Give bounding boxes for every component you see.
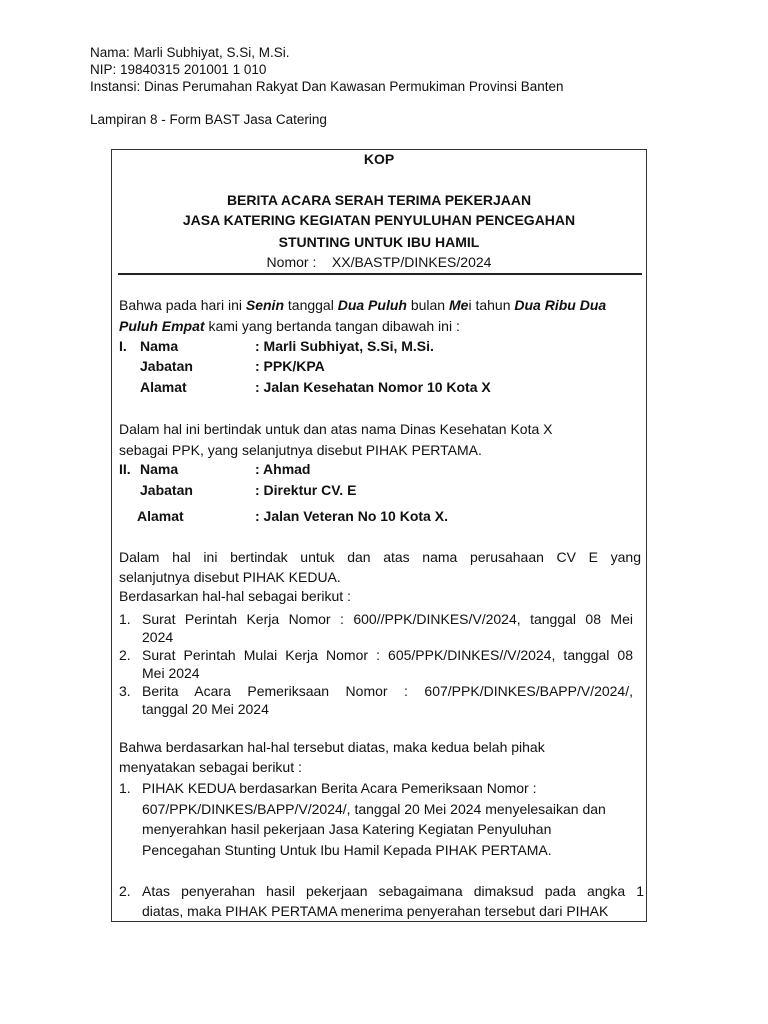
clause1-line2: 607/PPK/DINKES/BAPP/V/2024/, tanggal 20 Mei 2024 menyelesaikan dan [142,801,606,817]
party1-name-value: : Marli Subhiyat, S.Si, M.Si. [255,338,434,354]
intro-text: tanggal [284,297,338,313]
party1-address-value: : Jalan Kesehatan Nomor 10 Kota X [255,379,491,395]
party1-number: I. [119,338,127,354]
basis-item-line1: Surat Perintah Kerja Nomor : 600//PPK/DINKES/V/2024, tanggal 08 Mei [142,611,633,627]
party1-desc-line2: sebagai PPK, yang selanjutnya disebut PIHAK PERTAMA. [119,442,482,458]
intro-text: Bahwa pada hari ini [119,297,246,313]
party1-position-label: Jabatan [140,358,193,374]
intro-day: Senin [245,297,284,313]
basis-item-line2: 2024 [142,629,174,645]
party2-address-label: Alamat [137,508,184,524]
doc-number [112,254,646,270]
basis-item-line2: Mei 2024 [142,665,200,681]
intro-year: Dua Ribu Dua [514,297,607,313]
basis-intro: Berdasarkan hal-hal sebagai berikut : [119,588,351,604]
intro-month: Me [449,297,469,313]
party2-address-value: : Jalan Veteran No 10 Kota X. [255,508,448,524]
author-instansi: Instansi: Dinas Perumahan Rakyat Dan Kawasan Permukiman Provinsi Banten [90,79,564,94]
clause1-line1: PIHAK KEDUA berdasarkan Berita Acara Pemeriksaan Nomor : [142,780,537,796]
basis-item-line1: Surat Perintah Mulai Kerja Nomor : 605/PPK/DINKES//V/2024, tanggal 08 [142,647,633,663]
basis-item-line2: tanggal 20 Mei 2024 [142,701,269,717]
basis-item-line1: Berita Acara Pemeriksaan Nomor : 607/PPK/DINKES/BAPP/V/2024/, [142,683,633,699]
agreement-intro-line1: Bahwa berdasarkan hal-hal tersebut diatas, maka kedua belah pihak [119,739,545,755]
party2-position-value: : Direktur CV. E [255,482,357,498]
intro-date: Dua Puluh [337,297,407,313]
doc-title-line1: BERITA ACARA SERAH TERIMA PEKERJAAN [226,192,532,208]
party2-desc-line2: selanjutnya disebut PIHAK KEDUA. [119,569,341,585]
intro-text: bulan [406,297,449,313]
basis-item-number: 1. [119,611,131,627]
doc-title-line3: STUNTING UNTUK IBU HAMIL [278,234,480,250]
doc-title-line2: JASA KATERING KEGIATAN PENYULUHAN PENCEGAHAN [182,212,576,228]
clause-number: 2. [119,883,131,899]
attachment-title: Lampiran 8 - Form BAST Jasa Catering [90,112,327,127]
party2-number: II. [119,461,131,477]
doc-number-value: XX/BASTP/DINKES/2024 [331,254,492,270]
clause2-line2: diatas, maka PIHAK PERTAMA menerima penyerahan tersebut dari PIHAK [142,903,609,919]
party1-desc-line1: Dalam hal ini bertindak untuk dan atas nama Dinas Kesehatan Kota X [119,421,553,437]
agreement-intro-line2: menyatakan sebagai berikut : [119,759,302,775]
party2-name-value: : Ahmad [255,461,311,477]
party1-position-value: : PPK/KPA [255,358,325,374]
title-divider [118,273,642,275]
intro-line1 [119,297,606,313]
party2-name-label: Nama [140,461,179,477]
clause-number: 1. [119,780,131,796]
intro-text: kami yang bertanda tangan dibawah ini : [204,318,460,334]
clause1-line3: menyerahkan hasil pekerjaan Jasa Katering Kegiatan Penyuluhan [142,821,552,837]
basis-item-number: 2. [119,647,131,663]
party1-name-label: Nama [140,338,179,354]
intro-text: i tahun [468,297,515,313]
party2-position-label: Jabatan [140,482,193,498]
intro-year: Puluh Empat [119,318,205,334]
author-nip: NIP: 19840315 201001 1 010 [90,62,267,77]
author-name: Nama: Marli Subhiyat, S.Si, M.Si. [90,45,290,60]
author-info [90,44,563,95]
doc-number-label: Nomor : [266,254,317,270]
party2-desc-line1: Dalam hal ini bertindak untuk dan atas nama perusahaan CV E yang [119,549,641,565]
basis-item-number: 3. [119,683,131,699]
clause2-line1: Atas penyerahan hasil pekerjaan sebagaimana dimaksud pada angka 1 [142,883,644,899]
kop-label: KOP [363,151,395,167]
party1-address-label: Alamat [140,379,187,395]
bast-form [111,149,647,922]
intro-line2 [119,318,460,334]
clause1-line4: Pencegahan Stunting Untuk Ibu Hamil Kepada PIHAK PERTAMA. [142,842,552,858]
